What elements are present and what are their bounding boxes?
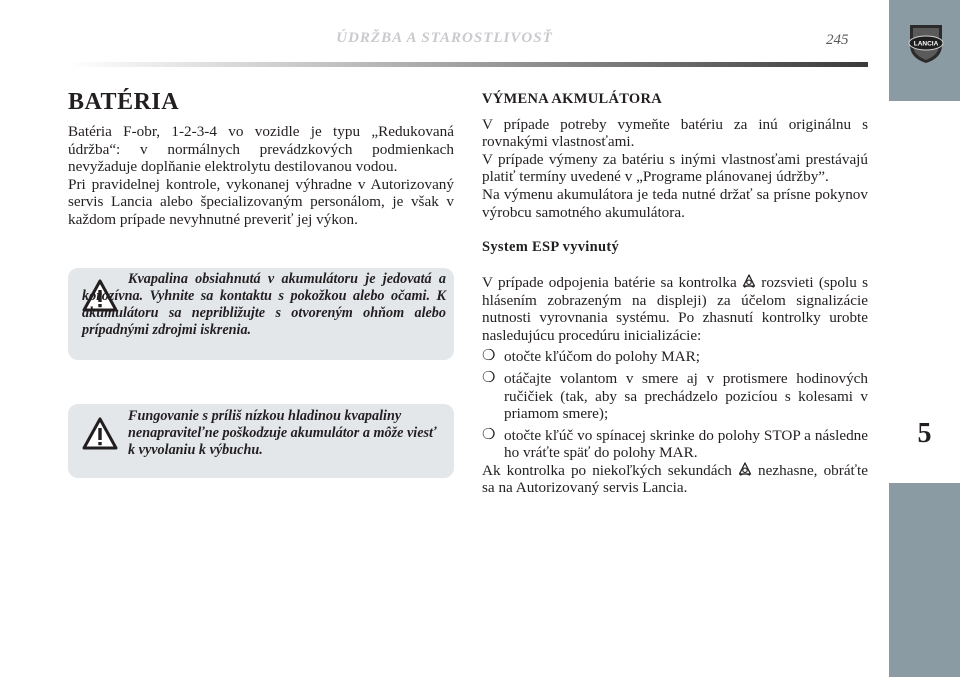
warning-text: Fungovanie s príliš nízkou hladinou kvapaliny nenapraviteľne poškodzuje akumulátor a môže viesť k vyvolaniu k výbuchu.: [128, 408, 437, 458]
battery-replacement-section: [482, 91, 868, 497]
warning-box: [68, 404, 454, 478]
battery-paragraph: Pri pravidelnej kontrole, vykonanej výhradne v Autorizovaný servis Lancia alebo špecializovaným personálom, je však v každom prípade nevyhnutné preveriť jej výkon.: [68, 175, 454, 228]
bullet-marker: ❍: [482, 369, 496, 386]
sidebar-divider: [889, 101, 960, 103]
esp-heading: System ESP vyvinutý: [482, 238, 620, 255]
bullet-marker: ❍: [482, 348, 496, 365]
esp-warning-light-icon: [738, 462, 752, 476]
chapter-number: 5: [917, 418, 932, 449]
running-header-title: ÚDRŽBA A STAROSTLIVOSŤ: [336, 30, 553, 46]
header-rule: [68, 62, 868, 67]
subsection-heading: VÝMENA AKMULÁTORA: [482, 91, 663, 107]
replacement-paragraph: V prípade potreby vymeňte batériu za inú originálnu s rovnakými vlastnosťami.: [482, 115, 868, 151]
warning-triangle-icon: [82, 417, 118, 451]
warning-box: [68, 268, 454, 360]
procedure-step: ❍ otočte kľúč vo spínacej skrinke do polohy STOP a následne ho vráťte späť do polohy MAR.: [482, 426, 868, 462]
lancia-logo-icon: [904, 21, 948, 65]
replacement-paragraph: V prípade výmeny za batériu s inými vlastnosťami prestávajú platiť termíny uvedené v „Programe plánovanej údržby”.: [482, 150, 868, 186]
battery-body: [68, 123, 454, 229]
warning-text: Kvapalina obsiahnutá v akumulátoru je jedovatá a korozívna. Vyhnite sa kontaktu s pokožkou alebo očami. K akumulátoru sa nepribližujte s otvoreným ohňom alebo prípadnými zdrojmi iskrenia.: [82, 271, 446, 338]
procedure-step: ❍ otočte kľúčom do polohy MAR;: [482, 348, 700, 366]
final-paragraph: Ak kontrolka po niekoľkých sekundách nezhasne, obráťte sa na Autorizovaný servis Lancia.: [482, 461, 869, 497]
esp-warning-light-icon: [742, 274, 756, 288]
page-number: 245: [826, 32, 849, 48]
bullet-marker: ❍: [482, 426, 496, 443]
esp-paragraph: V prípade odpojenia batérie sa kontrolka rozsvieti (spolu s hlásením zobrazeným na displeji) za účelom signalizácie nutnosti vyrovnania systému. Po zhasnutí kontrolky urobte nasledujúcu procedúru inicializácie:: [482, 273, 868, 344]
replacement-paragraph: Na výmenu akumulátora je teda nutné držať sa prísne pokynov výrobcu samotného akumulátora.: [482, 185, 868, 221]
battery-paragraph: Batéria F-obr, 1-2-3-4 vo vozidle je typu „Redukovaná údržba“: v normálnych prevádzkových podmienkach nevyžaduje doplňanie elektrolytu destilovanou vodou.: [68, 123, 454, 176]
procedure-step: ❍ otáčajte volantom v smere aj v protismere hodinových ručičiek (tak, aby sa prechádzelo pozicíou s kolesami v priamom smere);: [482, 369, 868, 423]
section-title: BATÉRIA: [68, 89, 180, 115]
logo-lettering: LANCIA: [913, 40, 939, 48]
